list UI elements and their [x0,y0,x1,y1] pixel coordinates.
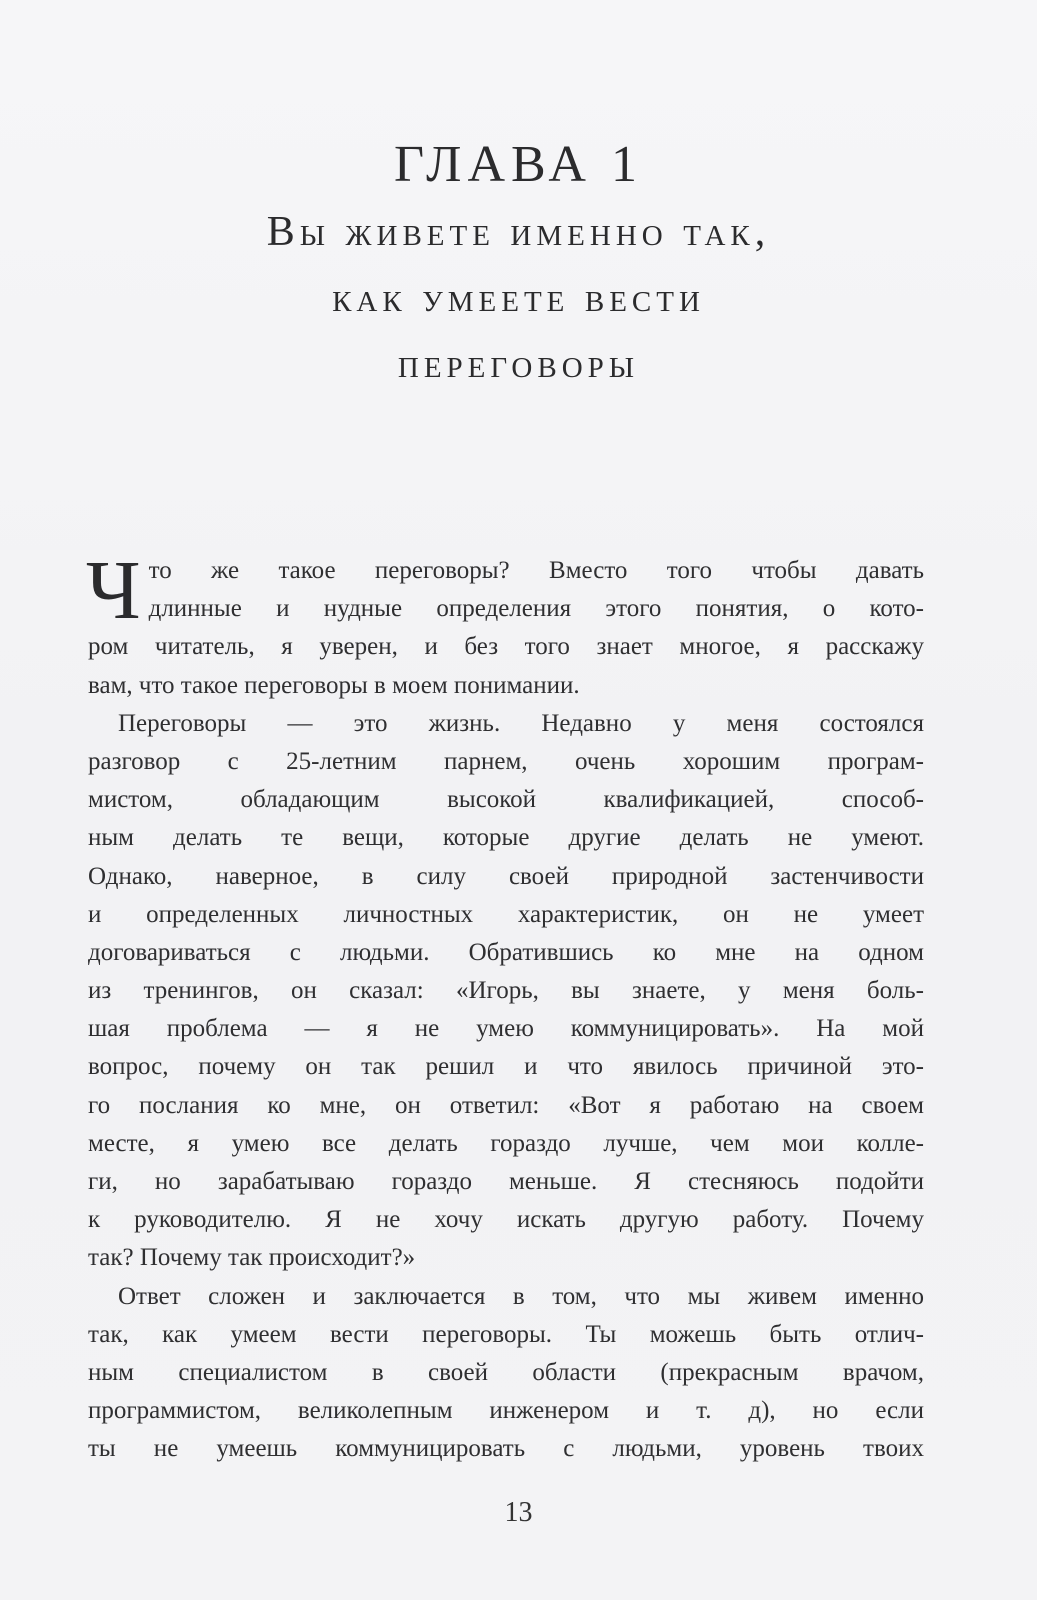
paragraph [86,544,924,705]
text-line: так? Почему так происходит?» [88,1244,416,1272]
text-line: программистом, великолепным инженером и т. д), но если [88,1397,924,1425]
text-line: к руководителю. Я не хочу искать другую работу. Почему [88,1206,924,1234]
chapter-title-line: как умеете вести [332,275,705,321]
text-line: длинные и нудные определения этого понятия, о кото- [148,595,924,623]
text-line: вопрос, почему он так решил и что явилось причиной это- [88,1053,924,1081]
chapter-title-line: Вы живете именно так, [266,209,771,255]
drop-cap: Ч [86,544,141,637]
text-line: из тренингов, он сказал: «Игорь, вы знаете, у меня боль- [88,977,924,1005]
page-number: 13 [504,1497,533,1528]
text-line: месте, я умею все делать гораздо лучше, чем мои колле- [88,1129,924,1157]
text-line: то же такое переговоры? Вместо того чтобы давать [148,557,924,584]
text-line: ным делать те вещи, которые другие делать не умеют. [88,824,924,852]
text-line: ты не умеешь коммуницировать с людьми, уровень твоих [88,1435,924,1463]
text-line: договариваться с людьми. Обратившись ко мне на одном [88,938,924,966]
paragraph [88,705,924,1278]
text-line: вам, что такое переговоры в моем понимании. [88,671,580,699]
text-line: Ответ сложен и заключается в том, что мы живем именно [118,1282,924,1310]
body-text [86,544,924,1469]
text-line: Переговоры — это жизнь. Недавно у меня состоялся [118,709,924,737]
text-line: го послания ко мне, он ответил: «Вот я работаю на своем [88,1091,924,1119]
text-line: так, как умеем вести переговоры. Ты можешь быть отлич- [88,1320,924,1348]
text-line: и определенных личностных характеристик, он не умеет [88,900,924,928]
text-line: Однако, наверное, в силу своей природной застенчивости [88,862,924,890]
paragraph [88,1278,924,1469]
text-line: ным специалистом в своей области (прекрасным врачом, [88,1358,924,1386]
text-line: шая проблема — я не умею коммуницировать». На мой [88,1015,924,1043]
text-line: разговор с 25-летним парнем, очень хорошим програм- [88,747,924,775]
text-line: мистом, обладающим высокой квалификацией, способ- [88,786,924,814]
text-line: ги, но зарабатываю гораздо меньше. Я стесняюсь подойти [88,1168,924,1195]
text-line: ром читатель, я уверен, и без того знает многое, я расскажу [88,633,924,661]
chapter-heading [0,135,1037,397]
chapter-title [0,199,1037,397]
chapter-title-line: переговоры [397,341,640,387]
chapter-number: ГЛАВА 1 [394,136,643,193]
